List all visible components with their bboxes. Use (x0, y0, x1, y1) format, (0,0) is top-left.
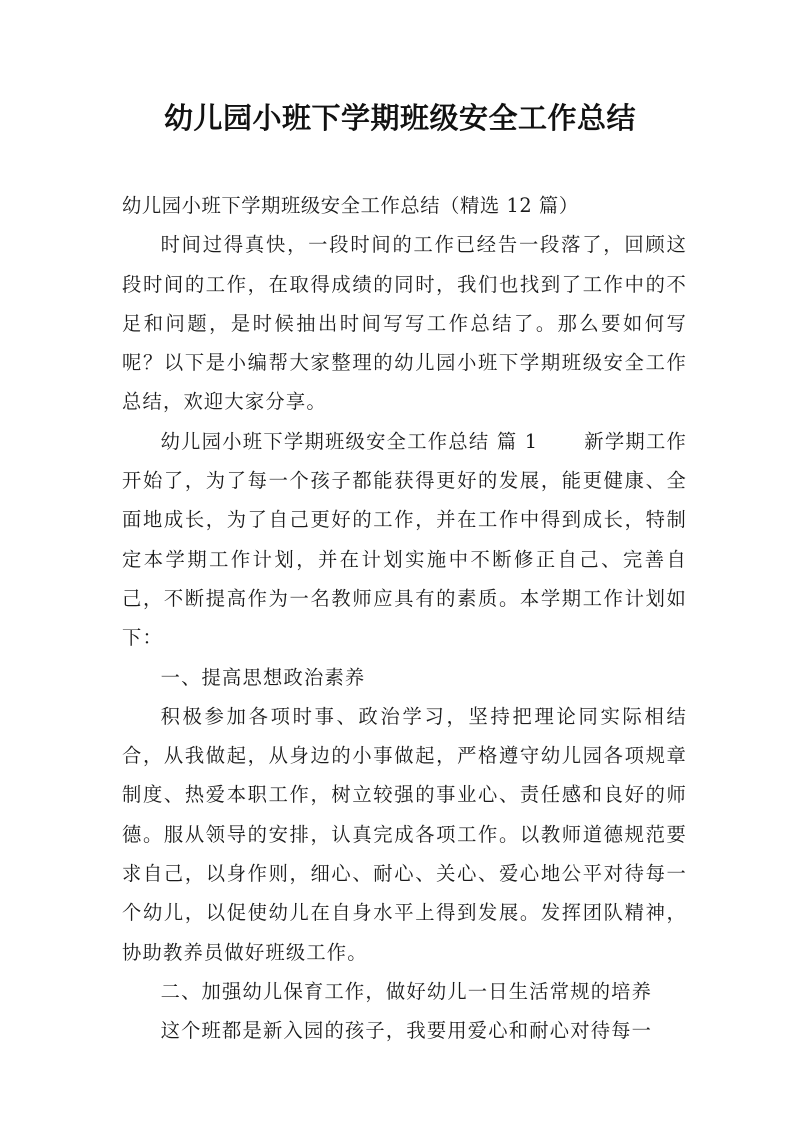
intro-paragraph: 时间过得真快，一段时间的工作已经告一段落了，回顾这段时间的工作，在取得成绩的同时，我们也找到了工作中的不足和问题，是时候抽出时间写写工作总结了。那么要如何写呢？以下是小编帮大家整理的幼儿园小班下学期班级安全工作总结，欢迎大家分享。 (122, 233, 687, 414)
document-subtitle: 幼儿园小班下学期班级安全工作总结（精选 12 篇） (122, 194, 579, 217)
section-1-paragraph: 积极参加各项时事、政治学习，坚持把理论同实际相结合，从我做起，从身边的小事做起，严格遵守幼儿园各项规章制度、热爱本职工作，树立较强的事业心、责任感和良好的师德。服从领导的安排，认真完成各项工作。以教师道德规范要求自己，以身作则，细心、耐心、关心、爱心地公平对待每一个幼儿，以促使幼儿在自身水平上得到发展。发挥团队精神，协助教养员做好班级工作。 (122, 704, 687, 964)
section-2-paragraph: 这个班都是新入园的孩子，我要用爱心和耐心对待每一 (160, 1019, 653, 1043)
chapter-text: 新学期工作开始了，为了每一个孩子都能获得更好的发展，能更健康、全面地成长，为了自己更好的工作，并在工作中得到成长，特制定本学期工作计划，并在计划实施中不断修正自己、完善自己，不断提高作为一名教师应具有的素质。本学期工作计划如下： (122, 429, 687, 650)
chapter-heading: 幼儿园小班下学期班级安全工作总结 篇 1 (160, 429, 539, 453)
document-title: 幼儿园小班下学期班级安全工作总结 (163, 101, 636, 135)
document-body (122, 186, 687, 1051)
section-2-title: 二、加强幼儿保育工作，做好幼儿一日生活常规的培养 (160, 979, 653, 1003)
section-1-title: 一、提高思想政治素养 (160, 665, 366, 689)
chapter-paragraph (122, 422, 687, 658)
